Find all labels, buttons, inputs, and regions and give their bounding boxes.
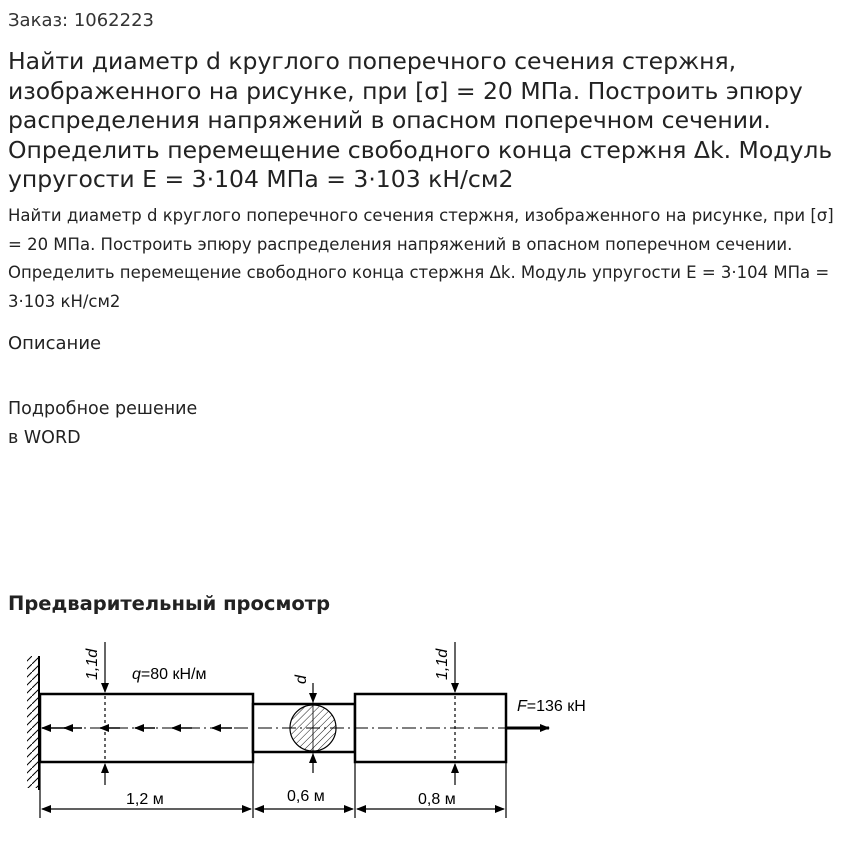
problem-description: Найти диаметр d круглого поперечного сечения стержня, изображенного на рисунке, при [σ] = 20 МПа. Построить эпюру распределения напряжений в опасном поперечном сечении. Определить перемещение свободного конца стержня Δk. Модуль упругости E = 3·104 МПа = 3·103 кН/см2: [8, 206, 834, 311]
solution-line-1: Подробное решение: [8, 399, 198, 419]
load-value: =80 кН/м: [140, 666, 207, 683]
fixed-support-wall: [27, 656, 39, 790]
force-symbol: F: [517, 698, 527, 715]
load-label: [132, 666, 207, 683]
dim-label-right: 1,1d: [434, 648, 451, 680]
load-symbol: q: [132, 666, 141, 683]
solution-note: [8, 395, 197, 452]
force-value: =136 кН: [526, 698, 586, 715]
order-number: Заказ: 1062223: [8, 10, 154, 31]
preview-heading: Предварительный просмотр: [8, 592, 331, 615]
solution-line-2: в WORD: [8, 427, 81, 448]
length-label-1: 1,2 м: [126, 791, 164, 808]
problem-title: Найти диаметр d круглого поперечного сечения стержня, изображенного на рисунке, при [σ] = 20 МПа. Построить эпюру распределения напряжений в опасном поперечном сечении. Определить перемещение свободного конца стержня Δk. Модуль упругости E = 3·104 МПа = 3·103 кН/см2: [8, 47, 833, 193]
dim-label-middle: d: [293, 675, 310, 684]
length-label-2: 0,6 м: [287, 788, 325, 805]
rod-diagram: [0, 630, 847, 842]
description-heading: Описание: [8, 333, 102, 354]
force-label: [517, 698, 586, 715]
length-label-3: 0,8 м: [418, 791, 456, 808]
dim-label-left: 1,1d: [84, 648, 101, 680]
